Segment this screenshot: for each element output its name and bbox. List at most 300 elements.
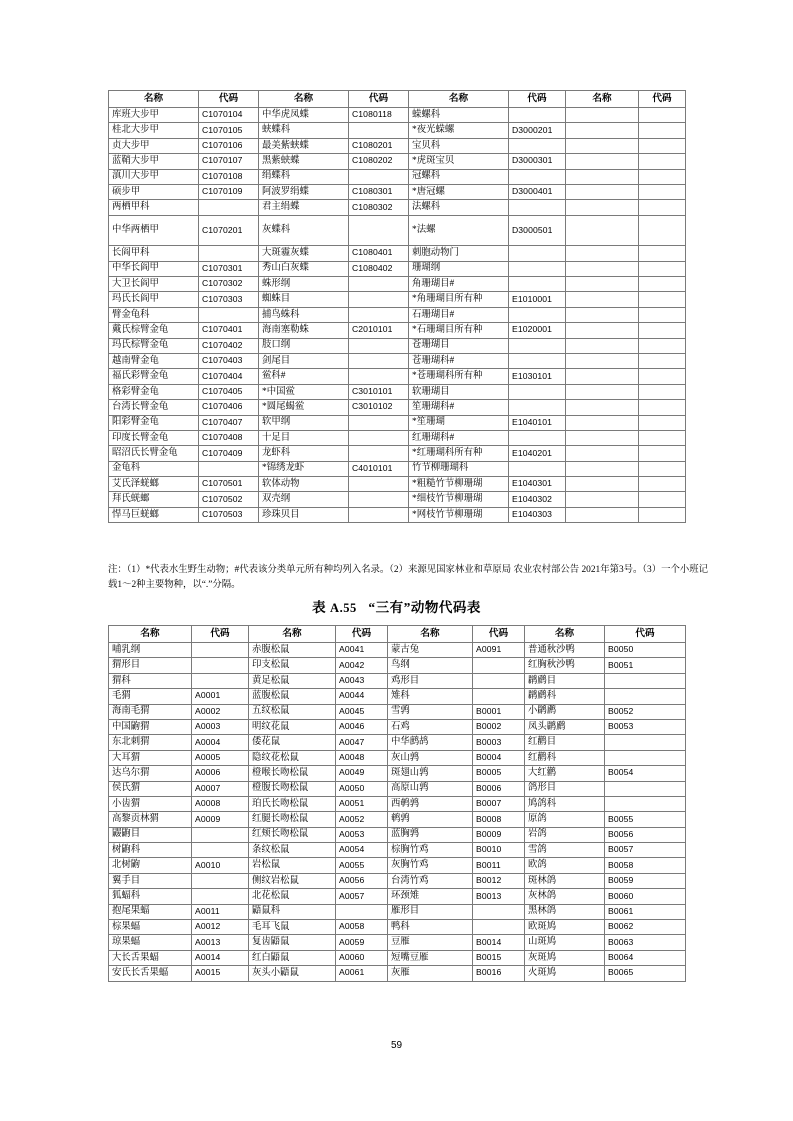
cell-name-3: 台湾竹鸡 — [388, 873, 473, 888]
cell-name-1: 昭沼氏长臂金龟 — [109, 446, 199, 461]
cell-name-2: 红颊长吻松鼠 — [249, 827, 336, 842]
cell-code-4 — [605, 673, 686, 688]
cell-name-4: 小䴙䴘 — [525, 704, 605, 719]
cell-name-3: 短嘴豆雁 — [388, 950, 473, 965]
cell-name-2: 秀山白灰蝶 — [259, 261, 349, 276]
cell-code-3 — [509, 169, 566, 184]
cell-name-4 — [566, 292, 639, 307]
cell-code-1 — [199, 461, 259, 476]
cell-code-4: B0056 — [605, 827, 686, 842]
cell-code-2: A0049 — [336, 766, 388, 781]
cell-name-1: 两栖甲科 — [109, 200, 199, 215]
table-a55-header — [109, 626, 686, 643]
cell-name-1: 抱尾果蝠 — [109, 904, 192, 919]
cell-name-4 — [566, 277, 639, 292]
cell-name-2: 红白鼯鼠 — [249, 950, 336, 965]
cell-name-2: 软体动物 — [259, 477, 349, 492]
cell-code-1: A0008 — [192, 796, 249, 811]
cell-name-4 — [566, 215, 639, 246]
cell-code-1: A0001 — [192, 689, 249, 704]
cell-name-3: 石珊瑚目# — [409, 307, 509, 322]
cell-name-1: 毛猬 — [109, 689, 192, 704]
cell-code-1: A0003 — [192, 719, 249, 734]
cell-name-4: 凤头䴙䴘 — [525, 719, 605, 734]
cell-code-2: A0058 — [336, 920, 388, 935]
cell-name-3: *笙珊瑚 — [409, 415, 509, 430]
cell-name-4: 鸠鸽科 — [525, 796, 605, 811]
cell-name-1: 棕果蝠 — [109, 920, 192, 935]
cell-name-1: 悍马巨蜣螂 — [109, 507, 199, 522]
page-number: 59 — [390, 1040, 403, 1051]
cell-code-4 — [639, 108, 686, 123]
cell-code-1 — [192, 889, 249, 904]
cell-name-4 — [566, 461, 639, 476]
cell-code-2 — [349, 369, 409, 384]
cell-code-1: C1070301 — [199, 261, 259, 276]
cell-name-3: 角珊瑚目# — [409, 277, 509, 292]
cell-name-4: 普通秋沙鸭 — [525, 643, 605, 658]
cell-name-4 — [566, 415, 639, 430]
column-header-1: 名称 — [109, 626, 192, 643]
cell-name-4: 红胸秋沙鸭 — [525, 658, 605, 673]
cell-name-3: 雪鹑 — [388, 704, 473, 719]
cell-name-2: 黑紫蛱蝶 — [259, 154, 349, 169]
cell-code-4: B0057 — [605, 843, 686, 858]
cell-name-3: 红珊瑚科# — [409, 430, 509, 445]
cell-code-4 — [639, 200, 686, 215]
cell-name-3: 雉科 — [388, 689, 473, 704]
cell-name-2: 蓝腹松鼠 — [249, 689, 336, 704]
table-row — [109, 477, 686, 492]
cell-name-4 — [566, 384, 639, 399]
cell-code-4 — [639, 246, 686, 261]
cell-name-1: 桂北大步甲 — [109, 123, 199, 138]
cell-name-2: 倭花鼠 — [249, 735, 336, 750]
cell-name-3: 珊瑚纲 — [409, 261, 509, 276]
cell-name-4 — [566, 492, 639, 507]
table-row — [109, 384, 686, 399]
cell-code-3: B0004 — [473, 750, 525, 765]
cell-code-1: C1070503 — [199, 507, 259, 522]
cell-code-1: C1070404 — [199, 369, 259, 384]
cell-name-3: 鸡形目 — [388, 673, 473, 688]
cell-name-3: 中华鹧鸪 — [388, 735, 473, 750]
cell-code-3 — [509, 400, 566, 415]
cell-code-2: A0057 — [336, 889, 388, 904]
cell-name-2: 蛱蝶科 — [259, 123, 349, 138]
cell-code-4 — [639, 138, 686, 153]
cell-name-3: 棕胸竹鸡 — [388, 843, 473, 858]
cell-code-3 — [509, 138, 566, 153]
table-row — [109, 215, 686, 246]
cell-code-3: E1040201 — [509, 446, 566, 461]
table-title-text: “三有”动物代码表 — [368, 600, 481, 615]
table-row — [109, 292, 686, 307]
table-row — [109, 920, 686, 935]
cell-name-2: 最美紫蛱蝶 — [259, 138, 349, 153]
cell-code-1: C1070408 — [199, 430, 259, 445]
cell-code-3: E1020001 — [509, 323, 566, 338]
cell-code-4: B0055 — [605, 812, 686, 827]
cell-code-3 — [509, 108, 566, 123]
table-row — [109, 796, 686, 811]
cell-name-4: 䴙䴘目 — [525, 673, 605, 688]
column-header-7: 名称 — [525, 626, 605, 643]
cell-code-2: C1080202 — [349, 154, 409, 169]
cell-code-1: C1070106 — [199, 138, 259, 153]
cell-name-4 — [566, 184, 639, 199]
cell-name-1: 贞大步甲 — [109, 138, 199, 153]
cell-code-4 — [639, 507, 686, 522]
cell-name-4: 岩鸽 — [525, 827, 605, 842]
cell-code-4 — [639, 430, 686, 445]
cell-name-3: 高原山鹑 — [388, 781, 473, 796]
table-row — [109, 719, 686, 734]
cell-code-1 — [199, 200, 259, 215]
cell-code-1: A0006 — [192, 766, 249, 781]
table-row — [109, 338, 686, 353]
cell-code-1: A0015 — [192, 966, 249, 981]
table-a55 — [108, 625, 686, 982]
column-header-1: 名称 — [109, 91, 199, 108]
cell-name-1: 中华长阎甲 — [109, 261, 199, 276]
cell-code-1: A0013 — [192, 935, 249, 950]
cell-code-1 — [192, 873, 249, 888]
cell-code-2: A0055 — [336, 858, 388, 873]
cell-name-3: *粗糙竹节柳珊瑚 — [409, 477, 509, 492]
table-row — [109, 766, 686, 781]
cell-code-3: A0091 — [473, 643, 525, 658]
cell-code-4 — [639, 477, 686, 492]
cell-name-1: 猬形目 — [109, 658, 192, 673]
table-row — [109, 353, 686, 368]
cell-name-4 — [566, 446, 639, 461]
cell-code-3: B0007 — [473, 796, 525, 811]
cell-code-4 — [639, 415, 686, 430]
cell-code-3: B0010 — [473, 843, 525, 858]
cell-name-1: 印度长臂金龟 — [109, 430, 199, 445]
cell-code-4 — [639, 323, 686, 338]
cell-code-1: A0007 — [192, 781, 249, 796]
cell-code-1: C1070109 — [199, 184, 259, 199]
cell-name-4: 火斑鸠 — [525, 966, 605, 981]
cell-code-1 — [192, 643, 249, 658]
cell-code-3: B0016 — [473, 966, 525, 981]
cell-code-2: A0061 — [336, 966, 388, 981]
cell-code-2 — [349, 169, 409, 184]
cell-name-4: 斑林鸽 — [525, 873, 605, 888]
cell-code-2: A0046 — [336, 719, 388, 734]
cell-code-1: A0005 — [192, 750, 249, 765]
cell-code-4 — [639, 307, 686, 322]
table-row — [109, 643, 686, 658]
cell-name-1: 侯氏猬 — [109, 781, 192, 796]
cell-name-2: 北花松鼠 — [249, 889, 336, 904]
cell-code-3: E1010001 — [509, 292, 566, 307]
cell-name-2: 中华虎凤蝶 — [259, 108, 349, 123]
cell-code-2: A0043 — [336, 673, 388, 688]
cell-name-1: 大耳猬 — [109, 750, 192, 765]
table-row — [109, 108, 686, 123]
cell-name-1: 中国鼩猬 — [109, 719, 192, 734]
cell-name-3: 灰山鹑 — [388, 750, 473, 765]
cell-name-2: *锦绣龙虾 — [259, 461, 349, 476]
cell-code-3: B0013 — [473, 889, 525, 904]
cell-code-3 — [509, 384, 566, 399]
table-title-prefix: 表 — [312, 600, 327, 615]
cell-name-4 — [566, 108, 639, 123]
cell-name-3: 苍珊瑚科# — [409, 353, 509, 368]
cell-code-4 — [639, 123, 686, 138]
cell-code-4 — [639, 215, 686, 246]
cell-code-2 — [349, 307, 409, 322]
cell-name-1: 福氏彩臂金龟 — [109, 369, 199, 384]
cell-name-4 — [566, 154, 639, 169]
cell-name-1: 狐蝠科 — [109, 889, 192, 904]
cell-name-4 — [566, 338, 639, 353]
table-row — [109, 369, 686, 384]
cell-code-2: A0044 — [336, 689, 388, 704]
cell-name-4 — [566, 430, 639, 445]
cell-name-2: *圆尾蝎鲎 — [259, 400, 349, 415]
cell-name-2: 毛耳飞鼠 — [249, 920, 336, 935]
table-row — [109, 750, 686, 765]
cell-code-1: A0004 — [192, 735, 249, 750]
cell-code-2 — [349, 415, 409, 430]
cell-code-1: C1070201 — [199, 215, 259, 246]
cell-name-3: 刺胞动物门 — [409, 246, 509, 261]
cell-code-2: C1080301 — [349, 184, 409, 199]
cell-code-4: B0058 — [605, 858, 686, 873]
cell-name-2: 绢蝶科 — [259, 169, 349, 184]
cell-code-3 — [509, 261, 566, 276]
cell-code-3: B0003 — [473, 735, 525, 750]
cell-code-4 — [639, 277, 686, 292]
cell-code-4 — [605, 796, 686, 811]
cell-code-1: C1070401 — [199, 323, 259, 338]
cell-name-3: 西鹌鹑 — [388, 796, 473, 811]
cell-name-4 — [566, 369, 639, 384]
cell-code-2: A0056 — [336, 873, 388, 888]
cell-code-1 — [199, 307, 259, 322]
cell-name-1: 小齿猬 — [109, 796, 192, 811]
column-header-8: 代码 — [639, 91, 686, 108]
cell-name-2: 明纹花鼠 — [249, 719, 336, 734]
column-header-4: 代码 — [349, 91, 409, 108]
cell-name-3: 鹌鹑 — [388, 812, 473, 827]
cell-name-1: 格彩臂金龟 — [109, 384, 199, 399]
cell-code-3 — [473, 689, 525, 704]
cell-name-1: 硕步甲 — [109, 184, 199, 199]
cell-code-3 — [509, 353, 566, 368]
cell-name-4: 䴙䴘科 — [525, 689, 605, 704]
table-row — [109, 261, 686, 276]
cell-code-2: A0048 — [336, 750, 388, 765]
cell-name-4 — [566, 200, 639, 215]
cell-code-4: B0063 — [605, 935, 686, 950]
cell-code-2 — [349, 492, 409, 507]
cell-code-2: A0059 — [336, 935, 388, 950]
cell-code-2: C1080402 — [349, 261, 409, 276]
table-row — [109, 935, 686, 950]
cell-name-4 — [566, 123, 639, 138]
cell-name-2: 隐纹花松鼠 — [249, 750, 336, 765]
cell-code-2 — [349, 277, 409, 292]
cell-name-4 — [566, 307, 639, 322]
cell-name-3: 雁形目 — [388, 904, 473, 919]
cell-code-1: C1070502 — [199, 492, 259, 507]
cell-code-2 — [349, 338, 409, 353]
table-row — [109, 658, 686, 673]
table-row — [109, 735, 686, 750]
cell-name-2: 君主绢蝶 — [259, 200, 349, 215]
cell-name-2: 蜘蛛目 — [259, 292, 349, 307]
table-row — [109, 138, 686, 153]
cell-name-1: 戴氏棕臂金龟 — [109, 323, 199, 338]
cell-name-2: 捕鸟蛛科 — [259, 307, 349, 322]
cell-code-2: A0054 — [336, 843, 388, 858]
cell-code-4 — [639, 261, 686, 276]
cell-name-1: 大长舌果蝠 — [109, 950, 192, 965]
cell-code-4 — [639, 446, 686, 461]
cell-code-4 — [639, 400, 686, 415]
column-header-5: 名称 — [388, 626, 473, 643]
cell-code-4 — [639, 292, 686, 307]
cell-name-4: 雪鸽 — [525, 843, 605, 858]
cell-code-3: B0014 — [473, 935, 525, 950]
cell-code-3 — [473, 920, 525, 935]
table-note: 注：（1）*代表水生野生动物；#代表该分类单元所有种均列入名录。（2）来源见国家林业和草原局 农业农村部公告 2021年第3号。（3）一个小班记载1～2种主要物种，以“.”分隔。 — [108, 565, 708, 590]
table-header-row — [109, 91, 686, 108]
cell-code-2 — [349, 215, 409, 246]
cell-name-3: 冠螺科 — [409, 169, 509, 184]
column-header-6: 代码 — [509, 91, 566, 108]
cell-code-4: B0050 — [605, 643, 686, 658]
cell-code-1: A0010 — [192, 858, 249, 873]
cell-code-2: A0042 — [336, 658, 388, 673]
cell-name-4 — [566, 400, 639, 415]
cell-code-4: B0059 — [605, 873, 686, 888]
cell-name-2: 红腿长吻松鼠 — [249, 812, 336, 827]
table-row — [109, 812, 686, 827]
cell-name-2: 鲎科# — [259, 369, 349, 384]
cell-name-1: 滇川大步甲 — [109, 169, 199, 184]
column-header-3: 名称 — [249, 626, 336, 643]
cell-code-1: C1070107 — [199, 154, 259, 169]
cell-name-1: 达乌尔猬 — [109, 766, 192, 781]
cell-name-2: 软甲纲 — [259, 415, 349, 430]
cell-name-1: 阳彩臂金龟 — [109, 415, 199, 430]
cell-code-2: A0045 — [336, 704, 388, 719]
cell-code-1: A0014 — [192, 950, 249, 965]
cell-code-4 — [639, 384, 686, 399]
column-header-2: 代码 — [192, 626, 249, 643]
column-header-6: 代码 — [473, 626, 525, 643]
cell-code-3: E1040302 — [509, 492, 566, 507]
cell-code-4: B0064 — [605, 950, 686, 965]
cell-code-4 — [605, 781, 686, 796]
cell-code-2 — [349, 430, 409, 445]
cell-code-3: B0002 — [473, 719, 525, 734]
table-a55-title — [0, 596, 793, 616]
cell-name-1: 库班大步甲 — [109, 108, 199, 123]
cell-name-4: 红鹳科 — [525, 750, 605, 765]
cell-name-4: 灰斑鸠 — [525, 950, 605, 965]
cell-name-1: 琼果蝠 — [109, 935, 192, 950]
cell-code-4 — [639, 338, 686, 353]
cell-name-3: 宝贝科 — [409, 138, 509, 153]
cell-code-2: C3010101 — [349, 384, 409, 399]
cell-code-2 — [349, 353, 409, 368]
cell-name-2: 灰蝶科 — [259, 215, 349, 246]
table-row — [109, 950, 686, 965]
cell-name-1: 鼹鼩目 — [109, 827, 192, 842]
cell-name-4 — [566, 323, 639, 338]
cell-code-1 — [199, 246, 259, 261]
cell-code-2 — [349, 292, 409, 307]
cell-code-1: C1070501 — [199, 477, 259, 492]
cell-code-3: E1030101 — [509, 369, 566, 384]
cell-name-2: 黄足松鼠 — [249, 673, 336, 688]
cell-name-3: 软珊瑚目 — [409, 384, 509, 399]
cell-name-1: 北树鼩 — [109, 858, 192, 873]
cell-name-2: 阿波罗绢蝶 — [259, 184, 349, 199]
cell-code-4 — [605, 735, 686, 750]
table-a54 — [108, 90, 686, 523]
cell-code-1: A0002 — [192, 704, 249, 719]
cell-name-2: 复齿鼯鼠 — [249, 935, 336, 950]
cell-code-1: C1070403 — [199, 353, 259, 368]
cell-name-3: 鸭科 — [388, 920, 473, 935]
cell-name-3: *细枝竹节柳珊瑚 — [409, 492, 509, 507]
table-header-row — [109, 626, 686, 643]
cell-code-4 — [639, 184, 686, 199]
cell-name-1: 猬科 — [109, 673, 192, 688]
cell-name-1: 金龟科 — [109, 461, 199, 476]
cell-name-1: 玛氏长阎甲 — [109, 292, 199, 307]
table-row — [109, 904, 686, 919]
cell-code-4 — [639, 492, 686, 507]
cell-code-2: C1080201 — [349, 138, 409, 153]
cell-code-3: D3000301 — [509, 154, 566, 169]
cell-name-4: 欧鸽 — [525, 858, 605, 873]
table-row — [109, 889, 686, 904]
cell-name-2: 赤腹松鼠 — [249, 643, 336, 658]
table-row — [109, 154, 686, 169]
cell-code-2 — [349, 477, 409, 492]
cell-name-1: 海南毛猬 — [109, 704, 192, 719]
cell-code-2: C4010101 — [349, 461, 409, 476]
cell-name-3: 蓝胸鹑 — [388, 827, 473, 842]
table-row — [109, 966, 686, 981]
cell-code-3 — [473, 658, 525, 673]
cell-name-3: *网枝竹节柳珊瑚 — [409, 507, 509, 522]
cell-code-3: E1040101 — [509, 415, 566, 430]
cell-code-2: C3010102 — [349, 400, 409, 415]
table-row — [109, 843, 686, 858]
cell-code-3: B0001 — [473, 704, 525, 719]
cell-code-2: A0047 — [336, 735, 388, 750]
cell-name-2: *中国鲎 — [259, 384, 349, 399]
cell-name-3: 竹节柳珊瑚科 — [409, 461, 509, 476]
cell-code-4: B0053 — [605, 719, 686, 734]
cell-name-4: 黑林鸽 — [525, 904, 605, 919]
cell-name-3: 灰胸竹鸡 — [388, 858, 473, 873]
cell-code-3 — [473, 673, 525, 688]
cell-name-4: 山斑鸠 — [525, 935, 605, 950]
cell-name-2: 龙虾科 — [259, 446, 349, 461]
cell-name-1: 玛氏棕臂金龟 — [109, 338, 199, 353]
